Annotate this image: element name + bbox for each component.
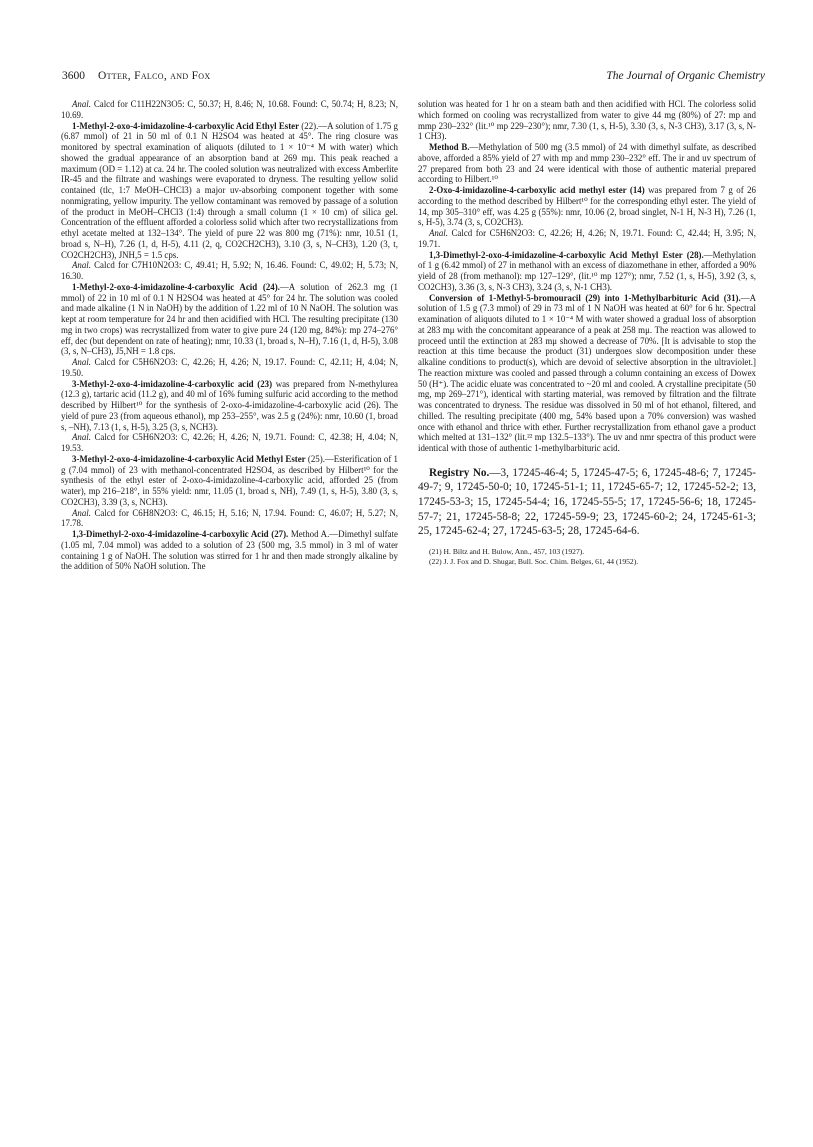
compound-heading: 1,3-Dimethyl-2-oxo-4-imidazoline-4-carboxylic Acid Methyl Ester (28).: [429, 249, 704, 260]
paragraph-text: Calcd for C5H6N2O3: C, 42.26; H, 4.26; N, 19.71. Found: C, 42.44; H, 3.95; N, 19.71.: [418, 228, 757, 249]
paragraph-text: Calcd for C5H6N2O3: C, 42.26; H, 4.26; N, 19.71. Found: C, 42.38; H, 4.04; N, 19.53.: [61, 432, 399, 453]
registry-label: Registry No.: [429, 466, 490, 479]
italic-lead: Anal.: [72, 357, 91, 367]
paragraph-anal-23: [61, 432, 398, 454]
compound-heading: 1-Methyl-2-oxo-4-imidazoline-4-carboxylic Acid (24).: [72, 281, 280, 292]
paragraph-ester-14: [418, 185, 756, 228]
italic-lead: Anal.: [429, 228, 448, 238]
paragraph-method-b: [418, 142, 756, 185]
paragraph-anal-22: [61, 260, 398, 282]
compound-heading: 1-Methyl-2-oxo-4-imidazoline-4-carboxylic Acid Ethyl Ester: [72, 120, 300, 131]
compound-heading: Method B.: [429, 142, 470, 152]
paragraph-anal-22a: [61, 99, 398, 121]
paragraph-acid-27: [61, 529, 398, 572]
paragraph-ester-28: [418, 250, 756, 293]
paragraph-text: (25).—Esterification of 1 g (7.04 mmol) of 23 with methanol-concentrated H2SO4, as described by Hilbert¹⁰ for the synthesis of the ethyl ester of 2-oxo-4-imidazoline-4-carboxylic acid, afforded 25 (from water), mp 216–218°, in 55% yield: nmr, 11.05 (1, broad s, NH), 7.49 (1, s, H-5), 3.80 (3, s, CO2CH3), 3.39 (3, s, NCH3).: [61, 453, 398, 507]
paragraph-conversion-29: [418, 293, 756, 454]
italic-lead: Anal.: [72, 432, 91, 443]
paragraph-anal-14: [418, 228, 756, 250]
paragraph-acid-23: [61, 379, 398, 433]
running-head-journal: The Journal of Organic Chemistry: [606, 70, 765, 82]
right-column: [418, 99, 756, 567]
paragraph-text: Calcd for C7H10N2O3: C, 49.41; H, 5.92; N, 16.46. Found: C, 49.02; H, 5.73; N, 16.30.: [61, 260, 399, 281]
left-column: [61, 99, 398, 572]
paragraph-anal-24: [61, 357, 398, 379]
italic-lead: Anal.: [72, 99, 91, 109]
paragraph-text: —A solution of 262.3 mg (1 mmol) of 22 in 10 ml of 0.1 N H2SO4 was heated at 45° for 24 hr. The solution was cooled and made alkaline (1 N in NaOH) by the addition of 1.22 ml of 10 N NaOH. The solution was kept at room temperature for 24 hr and then acidified with HCl. The resulting precipitate (130 mg in two crops) was recrystallized from water to give pure 24 (120 mg, 84%): mp 274–276° eff, dec (but dependent on rate of heating); nmr, 10.33 (1, broad s, N–H), 7.16 (1, d, H-5), 3.08 (3, s, N–CH3), J5,NH = 1.8 cps.: [61, 281, 398, 357]
paragraph-text: was prepared from N-methylurea (12.3 g), tartaric acid (11.2 g), and 40 ml of 16% fuming sulfuric acid according to the method described by Hilbert¹⁰ for the synthesis of 2-oxo-4-imidazoline-4-carboxylic acid (26). The yield of pure 23 (from aqueous ethanol), mp 253–255°, was 2.5 g (24%): nmr, 10.60 (1, broad s, –NH), 7.13 (1, s, H-5), 3.25 (3, s, NCH3).: [61, 378, 398, 432]
paragraph-text: Method A.—Dimethyl sulfate (1.05 ml, 7.04 mmol) was added to a solution of 23 (500 mg, 3.5 mmol) in 3 ml of water containing 1 g of NaOH. The solution was stirred for 1 hr and then made strongly alkaline by the addition of 50% NaOH solution. The: [61, 529, 398, 572]
registry-numbers: [418, 466, 756, 539]
paragraph-methyl-ester-25: [61, 454, 398, 508]
paragraph-text: Calcd for C11H22N3O5: C, 50.37; H, 8.46; N, 10.68. Found: C, 50.74; H, 8.23; N, 10.69.: [61, 99, 398, 120]
paragraph-text: —Methylation of 1 g (6.42 mmol) of 27 in methanol with an excess of diazomethane in ether, afforded a 90% yield of 28 (from methanol): mp 127–129°, (lit.¹⁰ mp 127°); nmr, 7.52 (1, s, H-5), 3.92 (3, s, CO2CH3), 3.36 (3, s, N-3 CH3), 3.24 (3, s, N-1 CH3).: [418, 249, 756, 292]
italic-lead: Anal.: [72, 507, 91, 518]
paragraph-continuation: [418, 99, 756, 142]
compound-heading: 3-Methyl-2-oxo-4-imidazoline-4-carboxylic Acid Methyl Ester: [72, 453, 306, 464]
reference-22: (22) J. J. Fox and D. Shugar, Bull. Soc. Chim. Belges, 61, 44 (1952).: [429, 556, 639, 566]
compound-heading: 3-Methyl-2-oxo-4-imidazoline-4-carboxylic acid (23): [72, 378, 273, 389]
paragraph-text: —Methylation of 500 mg (3.5 mmol) of 24 with dimethyl sulfate, as described above, afforded a 85% yield of 27 with mp and mmp 230–232° eff. The ir and uv spectrum of 27 prepared from both 23 and 24 were identical with those of authentic material prepared according to Hilbert.¹⁰: [418, 142, 757, 185]
compound-heading: 2-Oxo-4-imidazoline-4-carboxylic acid methyl ester (14): [429, 185, 645, 195]
paragraph-text: Calcd for C6H8N2O3: C, 46.15; H, 5.16; N, 17.94. Found: C, 46.07; H, 5.27; N, 17.78.: [61, 507, 399, 529]
running-head-authors: Otter, Falco, and Fox: [98, 70, 211, 82]
page-header: [62, 70, 765, 86]
references: [418, 547, 756, 567]
paragraph-ethyl-ester: [61, 121, 398, 261]
compound-heading: Conversion of 1-Methyl-5-bromouracil (29) into 1-Methylbarbituric Acid (31).: [429, 292, 741, 303]
paragraph-text: —A solution of 1.5 g (7.3 mmol) of 29 in 73 ml of 1 N NaOH was heated at 60° for 6 hr. Spectral examination of aliquots diluted to 1 × 10⁻⁴ M with water showed a gradual loss of absorption at 283 mμ with the concomitant appearance of a peak at 258 mμ. The reaction was allowed to proceed until the extinction at 283 mμ showed a decrease of 70%. [It is advisable to stop the reaction at this time because the product (31) undergoes slow decomposition under these alkaline conditions to product(s), which are devoid of selective absorption in the ultraviolet.] The reaction mixture was cooled and passed through a column containing an excess of Dowex 50 (H⁺). The acidic eluate was concentrated to ~20 ml and cooled. A crystalline precipitate (50 mg, mp 269–271°), identical with starting material, was removed by filtration and the filtrate was concentrated to dryness. The residue was dissolved in 50 ml of hot ethanol, filtered, and chilled. The resulting precipitate (400 mg, 54% based upon a 70% conversion) was washed once with ethanol and thrice with ether. Further recrystallization from ethanol gave a product which melted at 131–132° (lit.²² mp 132.5–133°). The uv and nmr spectra of this product were identical with those of authentic 1-methylbarbituric acid.: [418, 292, 756, 453]
registry-text: —3, 17245-46-4; 5, 17245-47-5; 6, 17245-48-6; 7, 17245-49-7; 9, 17245-50-0; 10, 17245-51-1; 11, 17245-65-7; 12, 17245-52-2; 13, 17245-53-3; 15, 17245-54-4; 16, 17245-55-5; 17, 17245-56-6; 18, 17245-57-7; 21, 17245-58-8; 22, 17245-59-9; 23, 17245-60-2; 24, 17245-61-3; 25, 17245-62-4; 27, 17245-63-5; 28, 17245-64-6.: [418, 466, 756, 538]
italic-lead: Anal.: [72, 260, 91, 271]
compound-heading: 1,3-Dimethyl-2-oxo-4-imidazoline-4-carboxylic Acid (27).: [72, 529, 289, 539]
paragraph-text: (22).—A solution of 1.75 g (6.87 mmol) of 21 in 50 ml of 0.1 N H2SO4 was heated at 45°. The ring closure was monitored by spectral examination of aliquots (diluted to 1 × 10⁻⁴ M with water) which showed the gradual appearance of an absorption band at 269 mμ. This peak reached a maximum (OD = 1.12) at ca. 24 hr. The cooled solution was neutralized with excess Amberlite IR-45 and the filtrate and washings were evaporated to dryness. The resulting yellow solid contained (tlc, 1:7 MeOH–CHCl3) a major uv-absorbing component together with some nonmigrating, yellow impurity. The yellow contaminant was removed by passage of a solution of the product in MeOH–CHCl3 (1:4) through a small column (1 × 10 cm) of silica gel. Concentration of the effluent afforded a colorless solid which after two recrystallizations from ethyl acetate melted at 132–134°. The yield of pure 22 was 800 mg (71%): nmr, 10.51 (1, broad s, N–H), 7.26 (1, d, H-5), 4.11 (2, q, CO2CH2CH3), 3.10 (3, s, N–CH3), 1.20 (3, t, CO2CH2CH3), JNH,5 = 1.5 cps.: [61, 120, 398, 260]
paragraph-acid-24: [61, 282, 398, 357]
reference-21: (21) H. Biltz and H. Bulow, Ann., 457, 103 (1927).: [429, 546, 585, 556]
paragraph-anal-25: [61, 508, 398, 530]
paragraph-text: solution was heated for 1 hr on a steam bath and then acidified with HCl. The colorless solid which formed on cooling was recrystallized from water to give 44 mg (80%) of 27: mp and mmp 230–232° (lit.¹⁰ mp 229–230°); nmr, 7.30 (1, s, H-5), 3.30 (3, s, N-3 CH3), 3.17 (3, s, N-1 CH3).: [418, 99, 756, 142]
page-number: 3600: [62, 70, 85, 82]
paragraph-text: was prepared from 7 g of 26 according to the method described by Hilbert¹⁰ for the corresponding ethyl ester. The yield of 14, mp 305–310° eff, was 4.25 g (55%): nmr, 10.06 (2, broad singlet, N-1 H, N-3 H), 7.26 (1, s, H-5), 3.74 (3, s, CO2CH3).: [418, 185, 756, 228]
paragraph-text: Calcd for C5H6N2O3: C, 42.26; H, 4.26; N, 19.17. Found: C, 42.11; H, 4.04; N, 19.50.: [61, 357, 399, 378]
